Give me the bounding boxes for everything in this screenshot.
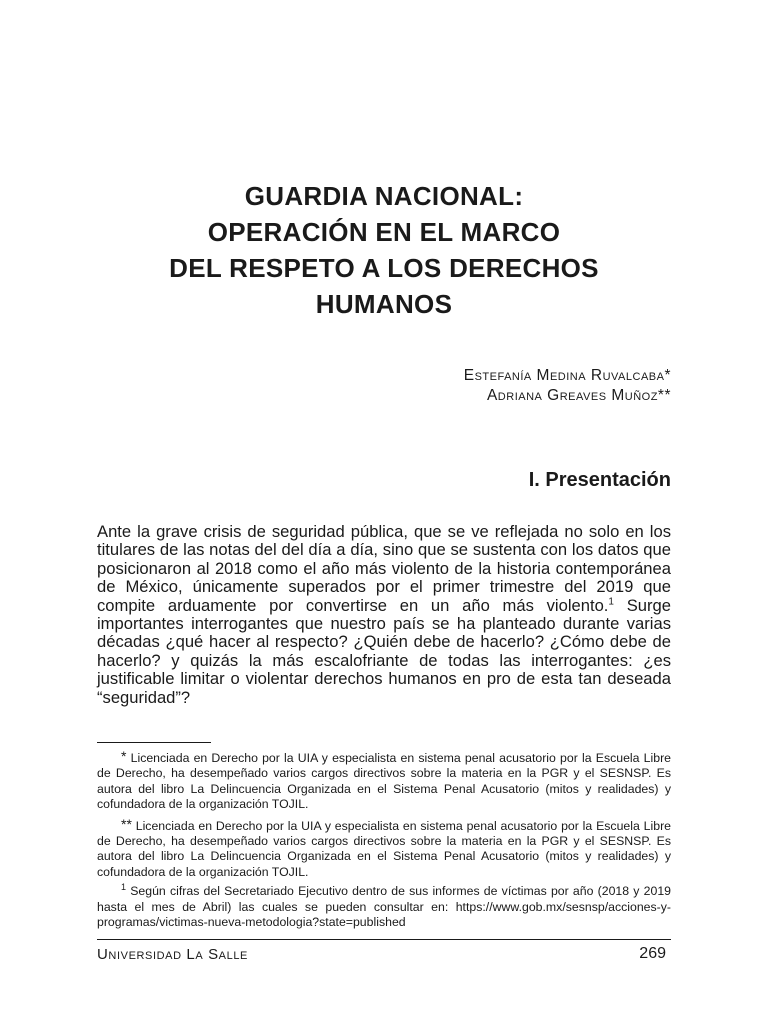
title-line: HUMANOS (315, 289, 453, 319)
author-list (464, 366, 671, 406)
body-paragraph (97, 523, 671, 707)
footer-rule (97, 939, 671, 940)
running-footer: Universidad La Salle (97, 946, 248, 963)
footnote-mark: * (121, 748, 127, 764)
body-text-part: Surge importantes interrogantes que nuestro país se ha planteado durante varias décadas ¿qué hacer al respecto? ¿Quién debe de hacerlo? ¿Cómo debe de hacerlo? y quizás la más escalofriante de todas las interrogantes: ¿es justificable limitar o violentar derechos humanos en pro de esta tan deseada “seguridad”? (97, 595, 671, 707)
footnote-text: Licenciada en Derecho por la UIA y especialista en sistema penal acusatorio por la Escuela Libre de Derecho, ha desempeñado varios cargos directivos sobre la materia en la PGR y el SESNSP. Es autora del libro La Delincuencia Organizada en el Sistema Penal Acusatorio (mitos y realidades) y cofundadora de la organización TOJIL. (97, 818, 671, 879)
footnote (97, 884, 671, 930)
footnote-mark: 1 (121, 882, 127, 893)
footnote-mark: ** (121, 815, 132, 832)
footnote-reference[interactable]: 1 (608, 596, 614, 608)
title-line: OPERACIÓN EN EL MARCO (207, 217, 561, 247)
page-number: 269 (639, 945, 666, 962)
footnote (97, 749, 671, 813)
footnote-text: Licenciada en Derecho por la UIA y especialista en sistema penal acusatorio por la Escuela Libre de Derecho, ha desempeñado varios cargos directivos sobre la materia en la PGR y el SESNSP. Es autora del libro La Delincuencia Organizada en el Sistema Penal Acusatorio (mitos y realidades) y cofundadora de la organización TOJIL. (97, 751, 671, 812)
body-text-part: Ante la grave crisis de seguridad pública, que se ve reflejada no solo en los titulares de las notas del del día a día, sino que se sustenta con los datos que posicionaron al 2018 como el año más violento de la historia contemporánea de México, únicamente superados por el primer trimestre del 2019 que compite arduamente por convertirse en un año más violento. (97, 522, 671, 615)
footnote-text: Según cifras del Secretariado Ejecutivo dentro de sus informes de víctimas por año (2018 y 2019 hasta el mes de Abril) las cuales se pueden consultar en: https://www.gob.mx/sesnsp/acciones-y-programas/victimas-nueva-metodologia?state=published (97, 884, 671, 930)
author-name: Adriana Greaves Muñoz** (486, 387, 671, 404)
section-heading: I. Presentación (528, 469, 671, 491)
title-line: GUARDIA NACIONAL: (244, 181, 524, 211)
footnote (97, 817, 671, 881)
title-line: DEL RESPETO A LOS DERECHOS (169, 253, 599, 283)
article-title (97, 178, 671, 322)
footnote-separator (97, 742, 211, 743)
author-name: Estefanía Medina Ruvalcaba* (463, 367, 671, 384)
footnotes (97, 749, 671, 934)
